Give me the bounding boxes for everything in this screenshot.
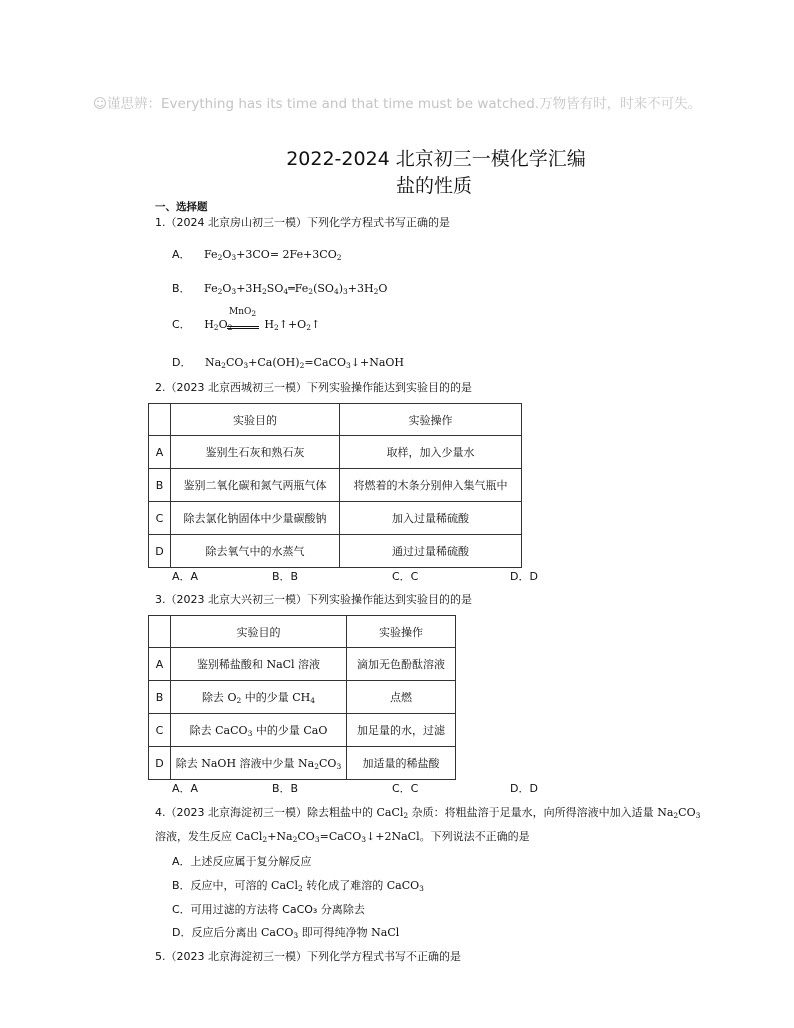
row-op: 加足量的水，过滤 — [347, 714, 456, 747]
q1-option-d — [172, 356, 404, 370]
row-goal: 除去 NaOH 溶液中少量 $Na_2CO_3$ — [171, 747, 347, 780]
row-goal: 除去氯化钠固体中少量碳酸钠 — [171, 502, 340, 535]
q4-option-d: D．反应后分离出 CaCO$_3$ 即可得纯净物 NaCl — [172, 926, 400, 940]
q1-option-a — [172, 248, 342, 262]
table-corner-cell — [149, 404, 171, 436]
q2-option-a: A．A — [172, 570, 199, 583]
watermark-header: ☺谨思辨：Everything has its time and that time must be watched.万物皆有时，时来不可失。 — [92, 96, 702, 112]
section-heading: 一、选择题 — [155, 201, 208, 213]
row-label: B — [149, 469, 171, 502]
table-row — [149, 648, 456, 681]
q1-c-label: C． — [172, 318, 191, 331]
row-op: 加适量的稀盐酸 — [347, 747, 456, 780]
table-row — [149, 436, 522, 469]
q3-option-a: A．A — [172, 782, 199, 795]
q3-stem: 3.（2023 北京大兴初三一模）下列实验操作能达到实验目的的是 — [155, 593, 472, 606]
row-op: 加入过量稀硫酸 — [340, 502, 522, 535]
q4-option-a: A．上述反应属于复分解反应 — [172, 855, 312, 868]
row-label: C — [149, 502, 171, 535]
q4-option-c: C．可用过滤的方法将 CaCO₃ 分离除去 — [172, 903, 365, 916]
row-op: 滴加无色酚酞溶液 — [347, 648, 456, 681]
catalyst-mno2: MnO$_2$ — [229, 307, 257, 318]
row-op: 通过过量稀硫酸 — [340, 535, 522, 568]
table-header-row — [149, 404, 522, 436]
table-row — [149, 714, 456, 747]
row-label: B — [149, 681, 171, 714]
q1-d-label: D． — [172, 356, 192, 369]
q2-option-c: C．C — [392, 570, 419, 583]
q3-option-c: C．C — [392, 782, 419, 795]
table-header-goal: 实验目的 — [171, 616, 347, 648]
q3-option-b: B．B — [272, 782, 299, 795]
q2-option-b: B．B — [272, 570, 299, 583]
q5-stem: 5.（2023 北京海淀初三一模）下列化学方程式书写不正确的是 — [155, 950, 461, 963]
q2-option-d: D．D — [510, 570, 538, 583]
equals-arrow — [227, 326, 259, 329]
row-goal: 鉴别生石灰和熟石灰 — [171, 436, 340, 469]
table-row — [149, 469, 522, 502]
q1-b-equation: $Fe_2O_3+3H_2SO_4═Fe_2(SO_4)_3+3H_2O$ — [204, 282, 388, 296]
page-title: 2022-2024 北京初三一模化学汇编 — [286, 148, 586, 170]
table-row — [149, 681, 456, 714]
q4-stem-line2: 溶液，发生反应 $CaCl_2+Na_2CO_3=CaCO_3↓+2NaCl$。下列说法不正确的是 — [155, 830, 530, 844]
q1-option-c — [172, 318, 320, 332]
q1-c-equation: $H_2O_2$ $H_2↑+O_2↑$ — [204, 318, 321, 332]
q3-table — [148, 615, 456, 780]
row-label: A — [149, 648, 171, 681]
row-label: C — [149, 714, 171, 747]
q4-option-b: B．反应中，可溶的 CaCl$_2$ 转化成了难溶的 CaCO$_3$ — [172, 879, 424, 893]
q4-stem-line1: 4.（2023 北京海淀初三一模）除去粗盐中的 CaCl$_2$ 杂质：将粗盐溶于足量水，向所得溶液中加入适量 $Na_2CO_3$ — [155, 806, 701, 820]
table-header-row — [149, 616, 456, 648]
row-goal: 除去氧气中的水蒸气 — [171, 535, 340, 568]
table-corner-cell — [149, 616, 171, 648]
row-goal: 鉴别稀盐酸和 NaCl 溶液 — [171, 648, 347, 681]
table-row — [149, 535, 522, 568]
q1-a-label: A． — [172, 248, 191, 261]
table-header-goal: 实验目的 — [171, 404, 340, 436]
row-goal: 除去 CaCO$_3$ 中的少量 CaO — [171, 714, 347, 747]
row-label: D — [149, 747, 171, 780]
row-op: 点燃 — [347, 681, 456, 714]
q1-option-b — [172, 282, 387, 296]
table-header-op: 实验操作 — [347, 616, 456, 648]
row-goal: 除去 $O_2$ 中的少量 $CH_4$ — [171, 681, 347, 714]
q1-stem: 1.（2024 北京房山初三一模）下列化学方程式书写正确的是 — [155, 216, 450, 229]
q1-a-equation: $Fe_2O_3+3CO= 2Fe+3CO_2$ — [204, 248, 342, 262]
q2-table — [148, 403, 522, 568]
q1-b-label: B． — [172, 282, 191, 295]
row-label: D — [149, 535, 171, 568]
row-op: 将燃着的木条分别伸入集气瓶中 — [340, 469, 522, 502]
table-row — [149, 502, 522, 535]
table-header-op: 实验操作 — [340, 404, 522, 436]
q3-option-d: D．D — [510, 782, 538, 795]
row-label: A — [149, 436, 171, 469]
row-op: 取样，加入少量水 — [340, 436, 522, 469]
q1-d-equation: $Na_2CO_3+Ca(OH)_2=CaCO_3↓+NaOH$ — [204, 356, 404, 370]
table-row — [149, 747, 456, 780]
page-subtitle: 盐的性质 — [395, 175, 472, 197]
row-goal: 鉴别二氧化碳和氮气两瓶气体 — [171, 469, 340, 502]
q2-stem: 2.（2023 北京西城初三一模）下列实验操作能达到实验目的的是 — [155, 381, 472, 394]
